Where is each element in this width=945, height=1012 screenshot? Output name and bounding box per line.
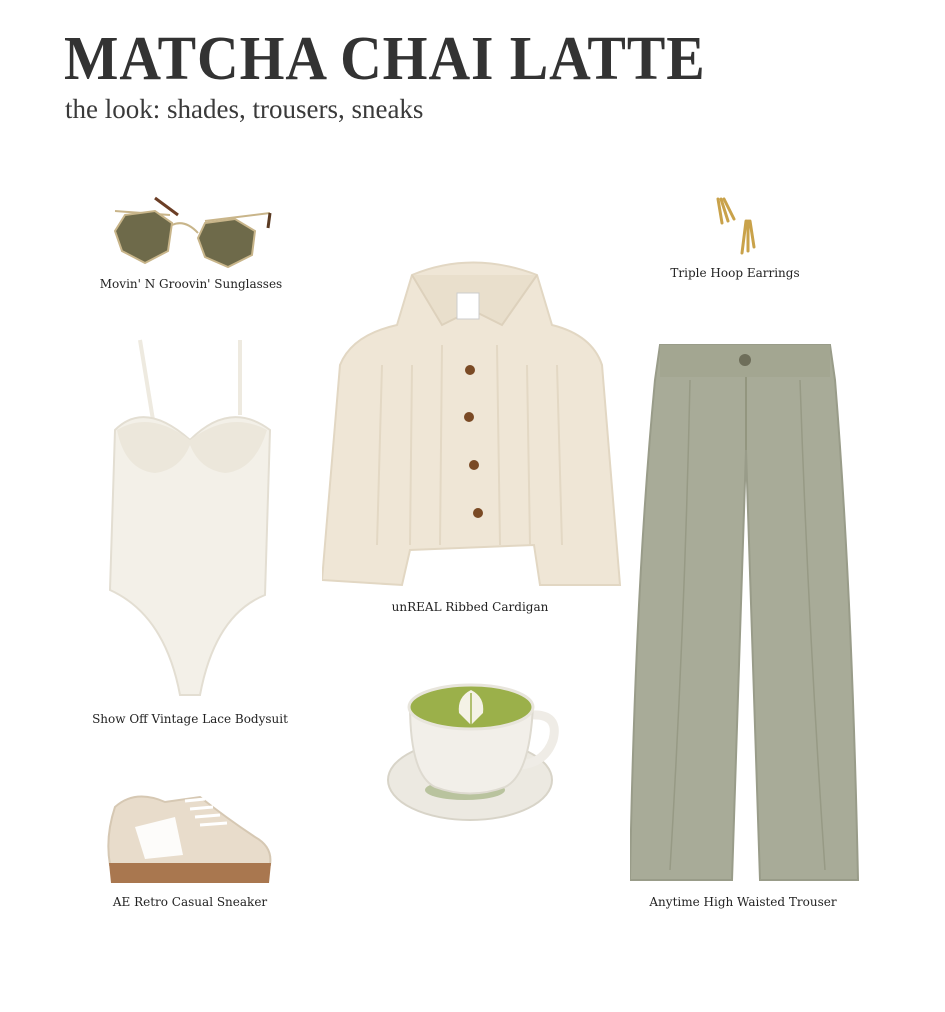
cardigan-icon [322, 255, 622, 595]
matcha-latte-cup-icon [385, 675, 560, 825]
product-label: AE Retro Casual Sneaker [112, 895, 268, 909]
earrings-product[interactable] [712, 195, 762, 257]
trouser-product[interactable] [630, 340, 860, 885]
bodysuit-product[interactable] [105, 335, 275, 700]
product-label: Anytime High Waisted Trouser [649, 895, 837, 909]
product-label: unREAL Ribbed Cardigan [391, 600, 549, 614]
matcha-latte-image [385, 675, 560, 825]
sunglasses-product[interactable] [110, 193, 275, 273]
cardigan-product[interactable] [322, 255, 622, 595]
sneaker-product[interactable] [105, 787, 275, 887]
sunglasses-icon [110, 193, 275, 273]
bodysuit-icon [105, 335, 275, 700]
product-label: Movin' N Groovin' Sunglasses [99, 277, 283, 291]
trouser-icon [630, 340, 860, 885]
product-label: Show Off Vintage Lace Bodysuit [92, 712, 288, 726]
page-subtitle: the look: shades, trousers, sneaks [65, 94, 424, 124]
earrings-icon [712, 195, 762, 257]
sneaker-icon [105, 787, 275, 887]
product-label: Triple Hoop Earrings [670, 266, 800, 280]
page-title: MATCHA CHAI LATTE [64, 25, 706, 93]
